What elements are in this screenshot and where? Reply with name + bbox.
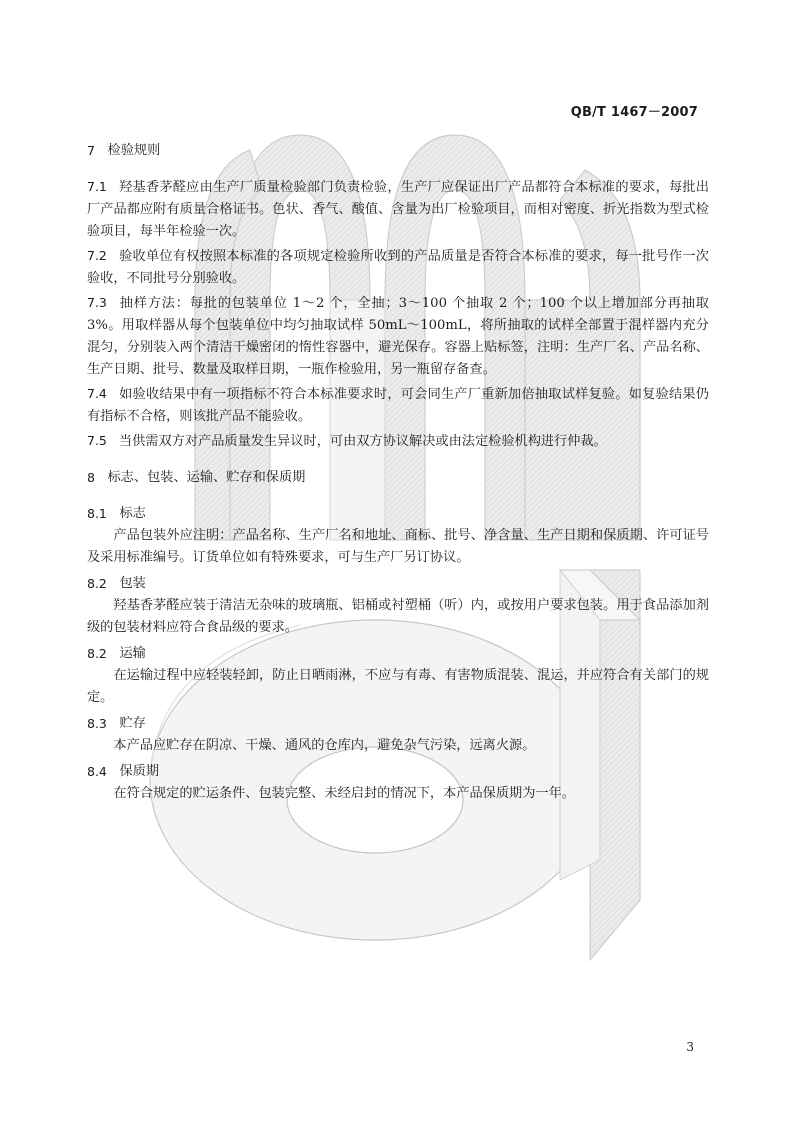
subsection-8-2-packaging xyxy=(87,573,709,639)
subsection-8-3 xyxy=(87,713,709,757)
subsection-text: 羟基香茅醛应装于清洁无杂味的玻璃瓶、铝桶或衬塑桶（听）内，或按用户要求包装。用于食品添加剂级的包装材料应符合食品级的要求。 xyxy=(87,598,709,635)
document-code: QB/T 1467－2007 xyxy=(570,105,698,120)
clause-text: 抽样方法：每批的包装单位 1～2 个，全抽；3～100 个抽取 2 个；100 个以上增加部分再抽取 3%。用取样器从每个包装单位中均匀抽取试样 50mL～100mL，将所抽取的试样全部置于混样器内充分混匀，分别装入两个清洁干燥密闭的惰性容器中，避光保存。容器上贴标签，注明：生产厂名、产品名称、生产日期、批号、数量及取样日期，一瓶作检验用，另一瓶留存备查。 xyxy=(87,296,709,377)
subsection-text: 在符合规定的贮运条件、包装完整、未经启封的情况下，本产品保质期为一年。 xyxy=(113,786,575,801)
clause-7-1 xyxy=(87,176,709,243)
clause-number: 7.4 xyxy=(87,386,107,401)
clause-text: 如验收结果中有一项指标不符合本标准要求时，可会同生产厂重新加倍抽取试样复验。如复验结果仍有指标不合格，则该批产品不能验收。 xyxy=(87,387,709,424)
subsection-number: 8.1 xyxy=(87,506,107,521)
clause-text: 验收单位有权按照本标准的各项规定检验所收到的产品质量是否符合本标准的要求，每一批号作一次验收，不同批号分别验收。 xyxy=(87,249,709,286)
clause-text: 羟基香茅醛应由生产厂质量检验部门负责检验，生产厂应保证出厂产品都符合本标准的要求，每批出厂产品都应附有质量合格证书。色状、香气、酸值、含量为出厂检验项目，而相对密度、折光指数为型式检验项目，每半年检验一次。 xyxy=(87,180,709,239)
clause-7-5 xyxy=(87,430,709,453)
subsection-text: 在运输过程中应轻装轻卸，防止日晒雨淋，不应与有毒、有害物质混装、混运，并应符合有关部门的规定。 xyxy=(87,668,709,705)
subsection-number: 8.2 xyxy=(87,576,107,591)
subsection-8-2-transport xyxy=(87,643,709,709)
clause-7-4 xyxy=(87,383,709,428)
section-7-heading xyxy=(87,140,709,162)
clause-number: 7.3 xyxy=(87,295,107,310)
subsection-title: 保质期 xyxy=(119,764,160,779)
subsection-title: 贮存 xyxy=(119,716,146,731)
subsection-title: 包装 xyxy=(119,576,146,591)
section-title: 检验规则 xyxy=(107,143,161,158)
subsection-8-4 xyxy=(87,761,709,805)
clause-number: 7.5 xyxy=(87,433,107,448)
clause-number: 7.1 xyxy=(87,179,107,194)
subsection-title: 运输 xyxy=(119,646,146,661)
subsection-number: 8.3 xyxy=(87,716,107,731)
page-number: 3 xyxy=(686,1040,694,1054)
subsection-text: 本产品应贮存在阴凉、干燥、通风的仓库内，避免杂气污染，远离火源。 xyxy=(113,738,536,753)
subsection-8-1 xyxy=(87,503,709,569)
section-number: 7 xyxy=(87,143,95,158)
section-title: 标志、包装、运输、贮存和保质期 xyxy=(107,470,306,485)
subsection-number: 8.4 xyxy=(87,764,107,779)
clause-7-2 xyxy=(87,245,709,290)
clause-text: 当供需双方对产品质量发生异议时，可由双方协议解决或由法定检验机构进行仲裁。 xyxy=(118,434,607,449)
section-8-heading xyxy=(87,467,709,489)
subsection-title: 标志 xyxy=(119,506,146,521)
subsection-number: 8.2 xyxy=(87,646,107,661)
document-body xyxy=(87,140,709,805)
subsection-text: 产品包装外应注明：产品名称、生产厂名和地址、商标、批号、净含量、生产日期和保质期、许可证号及采用标准编号。订货单位如有特殊要求，可与生产厂另订协议。 xyxy=(87,528,709,565)
section-number: 8 xyxy=(87,470,95,485)
clause-7-3 xyxy=(87,292,709,381)
clause-number: 7.2 xyxy=(87,248,107,263)
